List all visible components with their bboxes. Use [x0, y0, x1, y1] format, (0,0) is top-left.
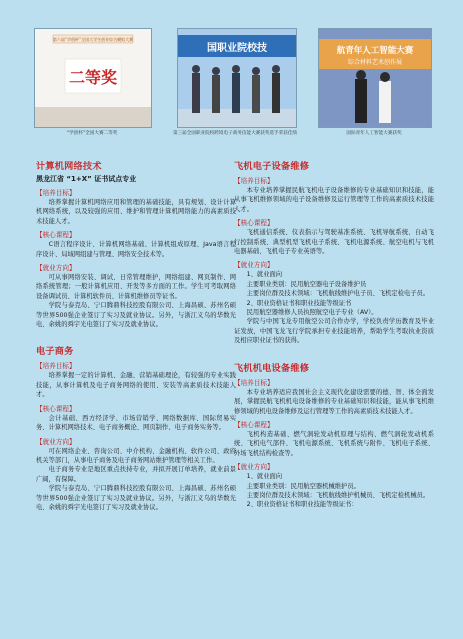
tag-job: 【就业方向】	[234, 261, 274, 270]
job-item: 2、职业资格证书和职业技能等级证书：	[246, 501, 358, 509]
section-title-aero-electric: 飞机电子设备维修	[234, 161, 310, 172]
ai-competition-photo	[318, 28, 432, 128]
certificate-award: 二等奖	[68, 68, 118, 87]
tag-course: 【核心课程】	[36, 231, 76, 240]
event-banner-sub: 综合材料艺术创作展	[347, 59, 403, 66]
section-title-computer: 计算机网络技术	[36, 161, 102, 172]
photo-caption: “学创杯”全国大赛二等奖	[66, 131, 118, 136]
photo-caption: 国际青年人工智能大赛获奖	[346, 131, 402, 136]
left-column	[36, 150, 236, 512]
tag-goal: 【培养目标】	[234, 177, 274, 185]
award-certificate-photo	[34, 28, 152, 128]
right-column	[234, 150, 434, 510]
section-subtitle: 黑龙江省 “1+X” 证书试点专业	[36, 175, 137, 183]
job-item: 1、就业面向	[246, 473, 283, 481]
goal-text: 本专业培养适应我国社会主义现代化建设需要的德、智、体全面发展，掌握民航飞机机电设备维修的专业基础知识和技能，能从事飞机维修领域的机电设备维修及运行管理等工作的高素质技术技能人才。	[234, 388, 434, 415]
job-item: 1、就业面向	[246, 271, 283, 279]
tag-goal: 【培养目标】	[234, 378, 274, 387]
tag-course: 【核心课程】	[36, 404, 76, 413]
course-text: C语言程序设计、计算机网络基础、计算机组成原理、Java语言程序设计、局域网组建与管理、网络安全技术等。	[36, 241, 236, 258]
tag-job: 【就业方向】	[36, 264, 76, 273]
tag-goal: 【培养目标】	[36, 362, 76, 371]
stage-image	[178, 29, 296, 127]
job-item: 主要职业类别：民用航空器机械维护员。	[246, 482, 360, 490]
job-item: 主要岗位群及技术领域：飞机航线维护机械员、飞机定检机械员。	[246, 491, 430, 499]
course-text: 会计基础、西方经济学、市场营销学、网络数据库、国际贸易实务、计算机网络技术、电子商务概论、网页制作、电子商务实务等。	[36, 414, 236, 432]
section-title-aero-mech: 飞机机电设备维修	[234, 362, 310, 374]
competition-stage-photo	[177, 28, 297, 128]
course-text: 飞机通信系统、仪表指示与驾驶基准系统、飞机导航系统、自动飞行控制系统、典型机型飞机电子系统、飞机电源系统、航空电机与飞机电器基础、飞机电子专业英语等。	[234, 229, 434, 256]
tag-course: 【核心课程】	[234, 420, 274, 429]
goal-text: 培养掌握计算机网络应用和管理的基础技能，具有规划、设计计算机网络系统，以及较强的应用、维护和管理计算机网络能力的高素质技术技能人才。	[36, 199, 236, 225]
tag-job: 【就业方向】	[234, 463, 274, 472]
photo-caption: 第三届全国职业院校跨境电子商务技能大赛获奖选手荣获佳绩	[172, 131, 298, 136]
coop-text: 学院与泰克岛、宁口腾鼎科技控股有限公司、上海昌硕、苏州名硕等世界500强企业签订了实习及就业协议。另外，与浙江义乌的华数光电、余姚的舜宇光电签订了实习及就业协议。	[36, 485, 236, 511]
certificate-image	[35, 29, 151, 127]
photo-strip	[0, 6, 463, 146]
tag-goal: 【培养目标】	[36, 189, 76, 197]
coop-text: 学院与中国飞龙专用航空公司合作办学，学校负责学历教育及毕业证发放，中国飞龙飞行学院承担专业技能培养，帮助学生考取执业资质及相应职业证书的获得。	[234, 318, 434, 345]
ai-event-image	[319, 29, 431, 127]
job-text-2: 电子商务专业是地区重点扶持专业，并拟开展订单培养，就业前景广阔，有保障。	[36, 466, 236, 483]
job-text: 可从事网络安装、调试、日常管理维护，网络组建、网页制作、网络系统管理；一般计算机应用、开发等多方面的工作。学生可考取网络设备调试员、计算机软件员、计算机维修员等证书。	[36, 274, 236, 300]
job-item: 主要岗位群及技术领域：飞机航线维护电子员、飞机定检电子员。	[246, 290, 430, 298]
coop-text: 学院与泰克岛、宁口腾鼎科技控股有限公司、上海昌硕、苏州名硕等世界500强企业签订了实习及就业协议。另外，与浙江义乌的华数光电、余姚的舜宇光电签订了实习及就业协议。	[36, 302, 236, 329]
job-item: 2、职业资格证书和职业技能等级证书	[246, 299, 352, 307]
certificate-title: 第六届“学创杯”全国大学生创业综合模拟大赛	[52, 37, 134, 42]
banner-title: 国职业院校技	[207, 43, 267, 54]
goal-text: 培养掌握一定的计算机、金融、营销基础理论，有较强的专业实践技能，从事计算机及电子商务网络的使用、安装等高素质技术技能人才。	[36, 372, 236, 399]
job-item: 民用航空器维修人员执照航空电子专业（AV）。	[246, 309, 378, 317]
event-banner-title: 航青年人工智能大赛	[336, 46, 414, 56]
job-item: 主要职业类别：民用航空器电子设备维护员	[246, 280, 367, 288]
section-title-ecommerce: 电子商务	[36, 346, 74, 358]
goal-text: 本专业培养掌握民航飞机电子设备维修的专业基础知识和技能，能从事飞机维修领域的电子设备维修及运行管理等工作的高素质技术技能人才。	[234, 187, 434, 213]
job-text: 可在网络企业、咨询公司、中介机构、金融机构、软件公司、政府机关等部门，从事电子商务及电子商务网站维护管理等相关工作。	[36, 447, 236, 464]
course-text: 飞机构造基础、燃气涡轮发动机原理与结构、燃气涡轮发动机系统、飞机电气部件、飞机电源系统、飞机系统与附件、飞机电子系统、外场飞机结构检查等。	[234, 430, 434, 457]
tag-course: 【核心课程】	[234, 219, 274, 228]
tag-job: 【就业方向】	[36, 437, 76, 446]
